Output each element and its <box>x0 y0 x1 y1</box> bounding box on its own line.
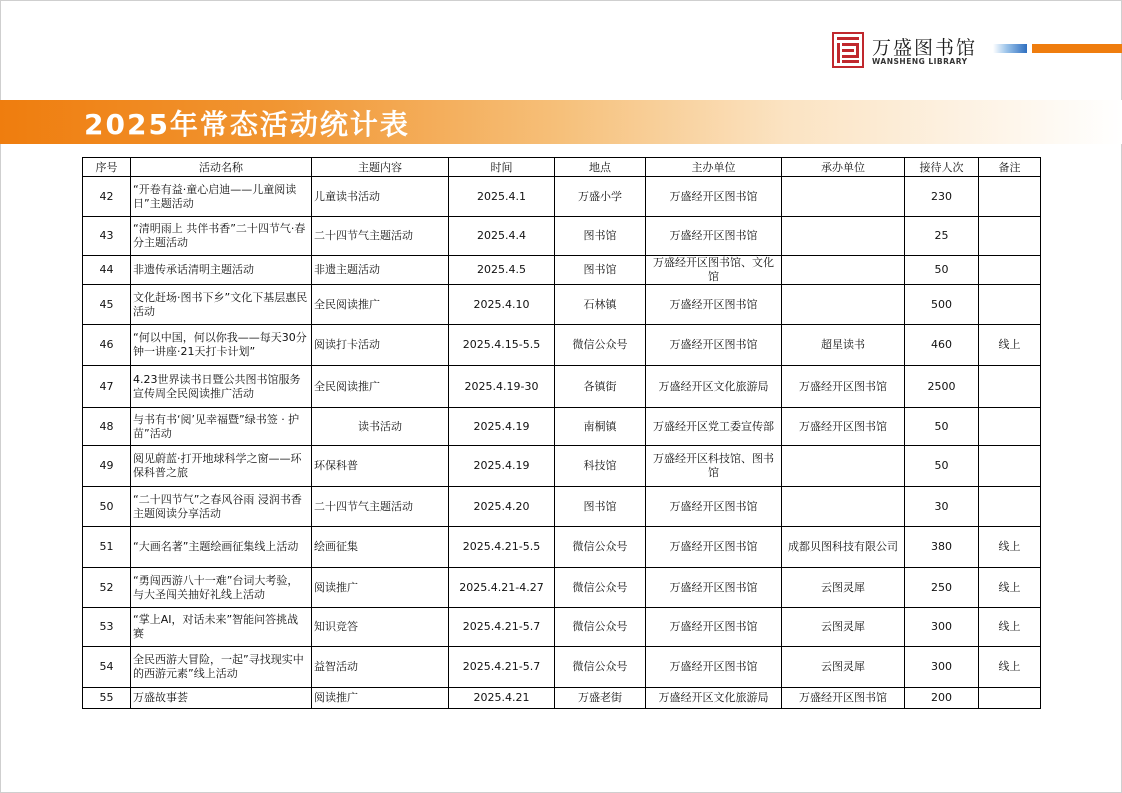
cell-index: 55 <box>83 688 131 709</box>
cell-activity-name: “开卷有益·童心启迪——儿童阅读日”主题活动 <box>131 177 312 217</box>
cell-theme: 阅读推广 <box>312 568 449 608</box>
cell-organizer: 万盛经开区图书馆 <box>646 647 782 688</box>
cell-remarks <box>979 256 1041 285</box>
cell-time: 2025.4.19 <box>449 408 555 446</box>
cell-theme: 二十四节气主题活动 <box>312 217 449 256</box>
cell-activity-name: 4.23世界读书日暨公共图书馆服务宣传周全民阅读推广活动 <box>131 366 312 408</box>
cell-remarks <box>979 366 1041 408</box>
cell-undertaker <box>782 446 905 487</box>
cell-theme: 儿童读书活动 <box>312 177 449 217</box>
cell-visitors: 300 <box>905 647 979 688</box>
table-body <box>83 177 1041 709</box>
col-header-theme: 主题内容 <box>312 158 449 177</box>
col-header-index: 序号 <box>83 158 131 177</box>
cell-undertaker: 云图灵犀 <box>782 647 905 688</box>
table-row <box>83 285 1041 325</box>
cell-location: 微信公众号 <box>555 608 646 647</box>
table-row <box>83 527 1041 568</box>
cell-visitors: 50 <box>905 408 979 446</box>
cell-organizer: 万盛经开区图书馆 <box>646 285 782 325</box>
library-logo-mark-icon <box>832 32 864 68</box>
cell-location: 图书馆 <box>555 217 646 256</box>
table-header-row <box>83 158 1041 177</box>
cell-remarks <box>979 446 1041 487</box>
col-header-time: 时间 <box>449 158 555 177</box>
cell-location: 微信公众号 <box>555 647 646 688</box>
cell-visitors: 380 <box>905 527 979 568</box>
table-row <box>83 366 1041 408</box>
cell-time: 2025.4.5 <box>449 256 555 285</box>
cell-index: 42 <box>83 177 131 217</box>
cell-organizer: 万盛经开区党工委宣传部 <box>646 408 782 446</box>
cell-visitors: 200 <box>905 688 979 709</box>
cell-undertaker: 云图灵犀 <box>782 608 905 647</box>
page-title: 2025年常态活动统计表 <box>84 108 410 141</box>
cell-index: 50 <box>83 487 131 527</box>
cell-index: 46 <box>83 325 131 366</box>
cell-activity-name: “二十四节气”之春风谷雨 浸润书香主题阅读分享活动 <box>131 487 312 527</box>
cell-undertaker <box>782 285 905 325</box>
table-row <box>83 217 1041 256</box>
cell-index: 54 <box>83 647 131 688</box>
table-row <box>83 408 1041 446</box>
cell-activity-name: “清明雨上 共伴书香”二十四节气·春分主题活动 <box>131 217 312 256</box>
cell-visitors: 300 <box>905 608 979 647</box>
cell-remarks: 线上 <box>979 568 1041 608</box>
cell-activity-name: 文化赶场·图书下乡”文化下基层惠民活动 <box>131 285 312 325</box>
activity-table <box>82 157 1041 709</box>
cell-index: 48 <box>83 408 131 446</box>
cell-time: 2025.4.19-30 <box>449 366 555 408</box>
cell-time: 2025.4.21-5.5 <box>449 527 555 568</box>
cell-index: 51 <box>83 527 131 568</box>
cell-time: 2025.4.21-4.27 <box>449 568 555 608</box>
cell-theme: 阅读打卡活动 <box>312 325 449 366</box>
table-row <box>83 568 1041 608</box>
cell-index: 44 <box>83 256 131 285</box>
cell-undertaker: 万盛经开区图书馆 <box>782 366 905 408</box>
cell-activity-name: “何以中国，何以你我——每天30分钟一讲座·21天打卡计划” <box>131 325 312 366</box>
cell-remarks <box>979 408 1041 446</box>
cell-organizer: 万盛经开区科技馆、图书馆 <box>646 446 782 487</box>
cell-activity-name: 万盛故事荟 <box>131 688 312 709</box>
cell-activity-name: “掌上AI，对话未来”智能问答挑战赛 <box>131 608 312 647</box>
cell-theme: 读书活动 <box>312 408 449 446</box>
logo-name-cn: 万盛图书馆 <box>872 37 978 59</box>
cell-visitors: 230 <box>905 177 979 217</box>
cell-visitors: 25 <box>905 217 979 256</box>
cell-index: 53 <box>83 608 131 647</box>
cell-remarks <box>979 688 1041 709</box>
col-header-organizer: 主办单位 <box>646 158 782 177</box>
cell-time: 2025.4.21 <box>449 688 555 709</box>
cell-theme: 非遗主题活动 <box>312 256 449 285</box>
cell-remarks: 线上 <box>979 527 1041 568</box>
cell-location: 微信公众号 <box>555 568 646 608</box>
cell-visitors: 2500 <box>905 366 979 408</box>
logo-name-en: WANSHENG LIBRARY <box>872 57 968 66</box>
cell-organizer: 万盛经开区图书馆 <box>646 325 782 366</box>
cell-location: 图书馆 <box>555 487 646 527</box>
cell-activity-name: “大画名著”主题绘画征集线上活动 <box>131 527 312 568</box>
cell-organizer: 万盛经开区图书馆 <box>646 177 782 217</box>
table-row <box>83 325 1041 366</box>
table-row <box>83 608 1041 647</box>
cell-location: 微信公众号 <box>555 325 646 366</box>
cell-time: 2025.4.21-5.7 <box>449 608 555 647</box>
cell-organizer: 万盛经开区图书馆、文化馆 <box>646 256 782 285</box>
table-row <box>83 688 1041 709</box>
cell-activity-name: “勇闯西游八十一难”台词大考验，与大圣闯关抽好礼线上活动 <box>131 568 312 608</box>
cell-activity-name: 与书有书‘阅’见幸福暨”绿书签 · 护苗”活动 <box>131 408 312 446</box>
col-header-location: 地点 <box>555 158 646 177</box>
cell-organizer: 万盛经开区文化旅游局 <box>646 366 782 408</box>
header-blue-stripe <box>993 44 1027 53</box>
cell-activity-name: 非遗传承话清明主题活动 <box>131 256 312 285</box>
cell-theme: 益智活动 <box>312 647 449 688</box>
cell-remarks <box>979 217 1041 256</box>
cell-organizer: 万盛经开区图书馆 <box>646 527 782 568</box>
cell-undertaker <box>782 487 905 527</box>
cell-theme: 知识竞答 <box>312 608 449 647</box>
cell-organizer: 万盛经开区图书馆 <box>646 608 782 647</box>
cell-index: 43 <box>83 217 131 256</box>
cell-undertaker <box>782 177 905 217</box>
cell-index: 49 <box>83 446 131 487</box>
cell-remarks <box>979 177 1041 217</box>
cell-organizer: 万盛经开区文化旅游局 <box>646 688 782 709</box>
cell-undertaker: 成都贝图科技有限公司 <box>782 527 905 568</box>
cell-time: 2025.4.21-5.7 <box>449 647 555 688</box>
cell-theme: 全民阅读推广 <box>312 366 449 408</box>
cell-time: 2025.4.20 <box>449 487 555 527</box>
header-orange-stripe <box>1032 44 1122 53</box>
cell-visitors: 50 <box>905 256 979 285</box>
cell-time: 2025.4.4 <box>449 217 555 256</box>
col-header-name: 活动名称 <box>131 158 312 177</box>
cell-undertaker: 万盛经开区图书馆 <box>782 408 905 446</box>
cell-remarks: 线上 <box>979 325 1041 366</box>
cell-location: 科技馆 <box>555 446 646 487</box>
cell-organizer: 万盛经开区图书馆 <box>646 487 782 527</box>
cell-theme: 绘画征集 <box>312 527 449 568</box>
table-row <box>83 647 1041 688</box>
table-row <box>83 487 1041 527</box>
cell-location: 南桐镇 <box>555 408 646 446</box>
cell-visitors: 250 <box>905 568 979 608</box>
cell-theme: 全民阅读推广 <box>312 285 449 325</box>
cell-visitors: 500 <box>905 285 979 325</box>
cell-undertaker: 云图灵犀 <box>782 568 905 608</box>
cell-remarks: 线上 <box>979 608 1041 647</box>
col-header-visitors: 接待人次 <box>905 158 979 177</box>
cell-theme: 环保科普 <box>312 446 449 487</box>
cell-remarks <box>979 285 1041 325</box>
library-logo <box>832 30 982 70</box>
cell-undertaker: 万盛经开区图书馆 <box>782 688 905 709</box>
cell-location: 万盛小学 <box>555 177 646 217</box>
cell-time: 2025.4.1 <box>449 177 555 217</box>
cell-undertaker <box>782 217 905 256</box>
cell-location: 微信公众号 <box>555 527 646 568</box>
cell-time: 2025.4.19 <box>449 446 555 487</box>
table-row <box>83 256 1041 285</box>
cell-index: 52 <box>83 568 131 608</box>
cell-location: 万盛老街 <box>555 688 646 709</box>
cell-location: 图书馆 <box>555 256 646 285</box>
cell-location: 各镇街 <box>555 366 646 408</box>
cell-theme: 阅读推广 <box>312 688 449 709</box>
cell-undertaker <box>782 256 905 285</box>
cell-visitors: 50 <box>905 446 979 487</box>
cell-time: 2025.4.10 <box>449 285 555 325</box>
col-header-undertaker: 承办单位 <box>782 158 905 177</box>
cell-activity-name: 阅见蔚蓝·打开地球科学之窗——环保科普之旅 <box>131 446 312 487</box>
cell-visitors: 460 <box>905 325 979 366</box>
table-row <box>83 446 1041 487</box>
cell-index: 45 <box>83 285 131 325</box>
cell-theme: 二十四节气主题活动 <box>312 487 449 527</box>
cell-organizer: 万盛经开区图书馆 <box>646 568 782 608</box>
cell-undertaker: 超星读书 <box>782 325 905 366</box>
cell-remarks <box>979 487 1041 527</box>
cell-organizer: 万盛经开区图书馆 <box>646 217 782 256</box>
cell-index: 47 <box>83 366 131 408</box>
table-row <box>83 177 1041 217</box>
col-header-remarks: 备注 <box>979 158 1041 177</box>
cell-location: 石林镇 <box>555 285 646 325</box>
cell-visitors: 30 <box>905 487 979 527</box>
cell-activity-name: 全民西游大冒险，一起”寻找现实中的西游元素”线上活动 <box>131 647 312 688</box>
cell-remarks: 线上 <box>979 647 1041 688</box>
cell-time: 2025.4.15-5.5 <box>449 325 555 366</box>
